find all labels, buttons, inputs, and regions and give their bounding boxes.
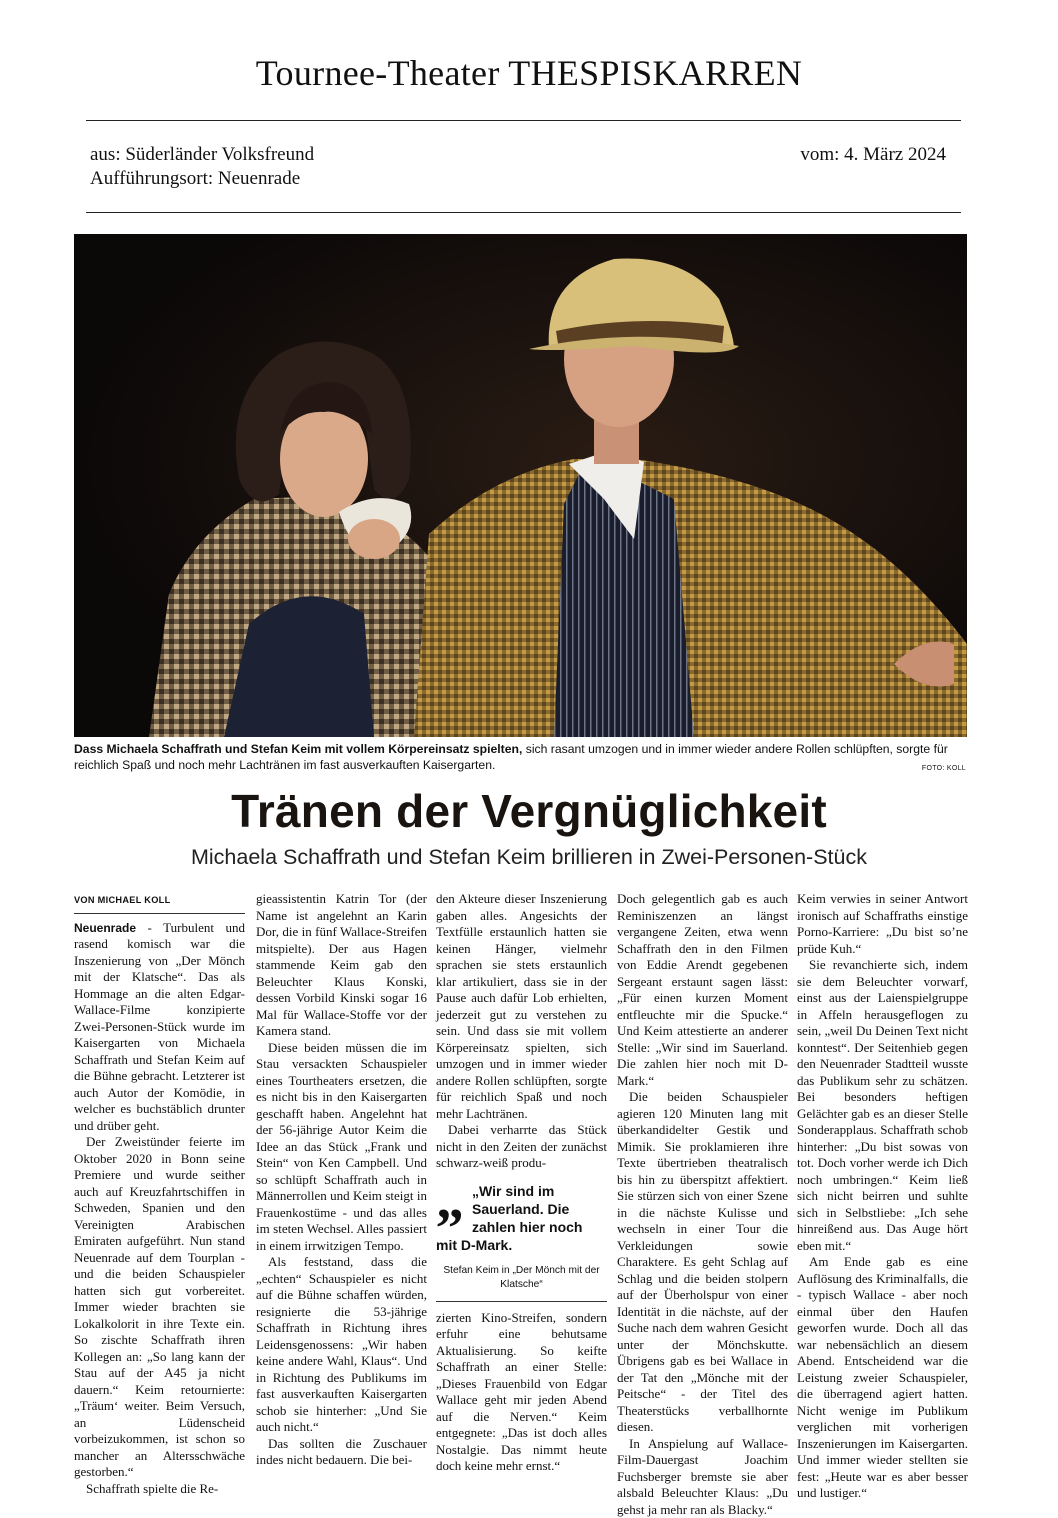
paragraph: Dabei verharrte das Stück nicht in den Zeiten der zunächst schwarz-weiß produ- [436,1122,607,1172]
caption-text: sich rasant umzogen und in immer wieder andere Rollen schlüpften, sorgte für reichlich Spaß und noch mehr Lachtränen im fast ausverkauften Kaisergarten. [74,742,948,772]
paragraph: Die beiden Schauspieler agieren 120 Minuten lang mit überkandidelter Gestik und Mimik. Sie proklamieren ihre Texte übertrieben theatralisch bis hin zu überspitzt affektiert. Sie stürzen sich von einer Szene in die nächste Kulisse und wechseln in einer Tour die Verkleidungen sowie Charaktere. Es geht Schlag auf Schlag und die beiden stolpern auf der Überholspur von einer Identität in die nächste, auf der Suche nach dem wahren Gesicht unter der Mönchskutte. Übrigens gab es bei Wallace in der Tat den „Mönche mit der Peitsche“ - der Titel des Theaterstücks verballhornte diesen. [617,1089,788,1436]
performance-venue: Aufführungsort: Neuenrade [90,167,314,191]
pull-quote [436,1182,607,1302]
paragraph: den Akteure dieser Inszenierung gaben alles. Angesichts der Textfülle erstaunlich hatten sie keinen Hänger, vielmehr sprachen sie stets erstaunlich klar artikuliert, dass sie in der Pause auch dafür Lob erhielten, jederzeit gut zu verstehen zu sein. Und dass sie mit vollem Körpereinsatz spielten, sich umzogen und in immer wieder andere Rollen schlüpften, sorgte für reichlich Spaß und noch mehr Lachtränen. [436,891,607,1122]
article-column-5 [797,891,968,1502]
stage-photo [74,234,967,737]
meta-divider [86,212,961,213]
pull-quote-source: Stefan Keim in „Der Mönch mit der Klatsche“ [436,1264,607,1302]
article-subheadline: Michaela Schaffrath und Stefan Keim brillieren in Zwei-Personen-Stück [0,845,1058,870]
header-divider [86,120,961,121]
caption-lead: Dass Michaela Schaffrath und Stefan Keim mit vollem Körpereinsatz spielten, [74,742,522,756]
source-newspaper: aus: Süderländer Volksfreund [90,143,314,167]
paragraph: Diese beiden müssen die im Stau versackten Schauspieler eines Tourtheaters ersetzen, die es nicht bis in den Kaisergarten geschafft haben. Angelehnt hat der 56-jährige Autor Keim die Idee an das Stück „Frank und Stein“ von Ken Campbell. Und so schlüpft Schaffrath auch in Männerrollen und Keim steigt in Frauenkostüme - und das alles im steten Wechsel. Alles passiert in einem irrwitzigen Tempo. [256,1040,427,1255]
paragraph: Keim verwies in seiner Antwort ironisch auf Schaffraths einstige Porno-Karriere: „Du bist so’ne prüde Kuh.“ [797,891,968,957]
paragraph: Als feststand, dass die „echten“ Schauspieler es nicht auf die Bühne schaffen würden, resignierte die 53-jährige Schaffrath in Richtung ihres Leidensgenossens: „Wir haben keine andere Wahl, Klaus“. Und in Richtung des Publikums im fast ausverkauften Kaisergarten schob sie hinterher: „Und Sie auch nicht.“ [256,1254,427,1436]
paragraph: Schaffrath spielte die Re- [74,1481,245,1498]
quote-mark-icon: „ [436,1180,464,1220]
photo-caption [74,741,967,773]
byline: VON MICHAEL KOLL [74,892,245,914]
paragraph: Am Ende gab es eine Auflösung des Kriminalfalls, die - typisch Wallace - aber noch einmal über den Haufen geworfen wurde. Doch all das war nebensächlich an diesem Abend. Entscheidend war die Leistung zweier Schauspieler, die überragend agiert hatten. Nicht wenige im Publikum verglichen mit vorherigen Inszenierungen im Kaisergarten. Und immer wieder stellten sie fest: „Heute war es aber besser und lustiger.“ [797,1254,968,1502]
article-headline: Tränen der Vergnüglichkeit [0,784,1058,838]
paragraph: Der Zweistünder feierte im Oktober 2020 in Bonn seine Premiere und wurde seither auch auf Kreuzfahrtschiffen in Schweden, Spanien und den Vereinigten Arabischen Emiraten aufgeführt. Nun stand Neuenrade auf dem Tourplan - und die beiden Schauspieler hatten sich gut vorbereitet. Immer wieder brachten sie Lokalkolorit in ihre Texte ein. So zischte Schaffrath ihren Kollegen an: „So lang kann der Stau auf der A45 ja nicht dauern.“ Keim retournierte: „Träum‘ weiter. Beim Versuch, an Lüdenscheid vorbeizukommen, ist schon so mancher an Altersschwäche gestorben.“ [74,1134,245,1481]
article-column-2 [256,891,427,1469]
paragraph [74,920,245,1135]
article-column-4 [617,891,788,1518]
paragraph: In Anspielung auf Wallace-Film-Dauergast Joachim Fuchsberger bremste sie aber alsbald Beleuchter Klaus: „Du gehst ja mehr ran als Blacky.“ [617,1436,788,1518]
source-info [90,143,314,191]
pull-quote-text: „Wir sind im Sauerland. Die zahlen hier noch mit D-Mark. [436,1182,607,1254]
page-title: Tournee-Theater THESPISKARREN [0,52,1058,94]
paragraph: zierten Kino-Streifen, sondern erfuhr eine behutsame Aktualisierung. So keifte Schaffrath an einer Stelle: „Dieses Frauenbild von Edgar Wallace geht mir jeden Abend auf die Nerven.“ Keim entgegnete: „Das ist doch alles Nostalgie. Das nimmt heute doch keine mehr ernst.“ [436,1310,607,1475]
article-column-1 [74,892,245,1497]
paragraph: Das sollten die Zuschauer indes nicht bedauern. Die bei- [256,1436,427,1469]
article-column-3 [436,891,607,1475]
paragraph: gieassistentin Katrin Tor (der Name ist angelehnt an Karin Dor, die in fünf Wallace-Streifen mitspielte). Der aus Hagen stammende Keim gab den Beleuchter Klaus Konski, dessen Vorbild Kinski sogar 16 Mal für Wallace-Stoffe vor der Kamera stand. [256,891,427,1040]
dateline: Neuenrade [74,921,136,935]
paragraph: Doch gelegentlich gab es auch Reminiszenzen an längst vergangene Zeiten, etwa wenn Schaffrath den in den Filmen von Eddie Arendt gegebenen Sergeant erstaunt sagen lässt: „Für einen kurzen Moment entfleuchte mir die Spucke.“ Und Keim attestierte an anderer Stelle: „Wir sind im Sauerland. Die zahlen hier noch mit D-Mark.“ [617,891,788,1089]
publication-date: vom: 4. März 2024 [800,143,946,167]
paragraph-text: - Turbulent und rasend komisch war die Inszenierung von „Der Mönch mit der Klatsche“. Das als Hommage an die alten Edgar-Wallace-Filme konzipierte Zwei-Personen-Stück wurde im Kaisergarten von Michaela Schaffrath und Stefan Keim auf die Bühne gebracht. Letzterer ist auch Autor der Komödie, in welcher es buchstäblich drunter und drüber geht. [74,920,245,1133]
photo-credit: FOTO: KOLL [922,765,966,772]
paragraph: Sie revanchierte sich, indem sie dem Beleuchter vorwarf, einst aus der Laienspielgruppe in Affeln herausgeflogen zu sein, „weil Du Deinen Text nicht konntest“. Der Seitenhieb gegen den Neuenrader Stadtteil wusste das Publikum sehr zu schätzen. Bei besonders heftigen Gelächter gab es an dieser Stelle Sonderapplaus. Schaffrath schob hinterher: „Du bist sowas von tot. Doch vorher werde ich Dich noch umbringen.“ Keim ließ sich nicht beirren und suhlte sich in Selbstliebe: „Ich sehe hinreißend aus. Das Auge hört eben mit.“ [797,957,968,1254]
